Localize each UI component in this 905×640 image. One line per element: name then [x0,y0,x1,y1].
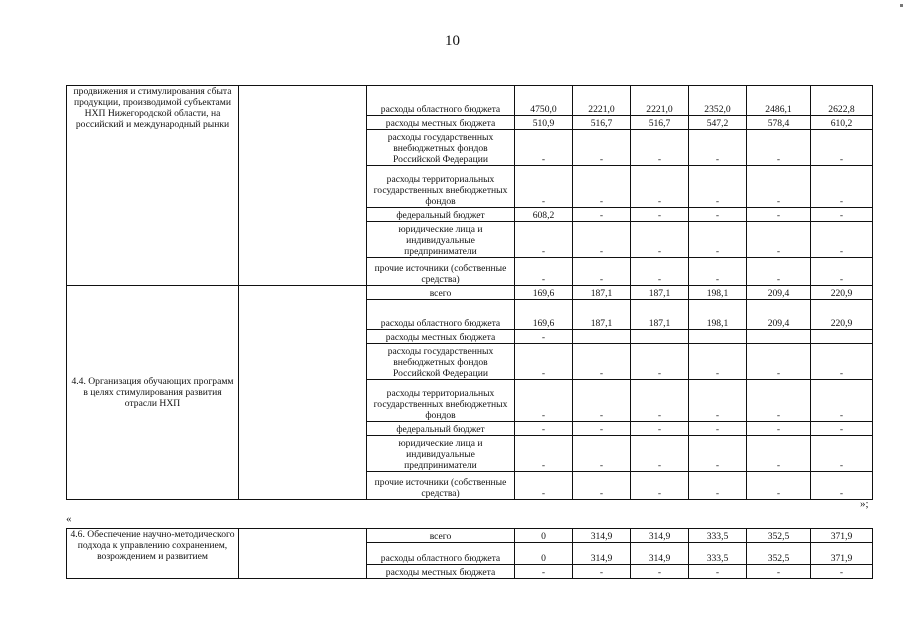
amount-cell: - [631,380,689,422]
amount-cell: 0 [515,529,573,543]
amount-cell: - [689,422,747,436]
amount-cell: - [573,258,631,286]
amount-cell: 333,5 [689,529,747,543]
funding-source-cell: федеральный бюджет [367,422,515,436]
amount-cell: - [631,208,689,222]
amount-cell: 0 [515,543,573,565]
amount-cell: - [573,565,631,579]
amount-cell: - [689,222,747,258]
amount-cell: - [689,436,747,472]
funding-source-cell: расходы местных бюджета [367,116,515,130]
amount-cell: - [515,222,573,258]
funding-source-cell: расходы государственных внебюджетных фондов Российской Федерации [367,130,515,166]
amount-cell: 371,9 [811,543,873,565]
amount-cell: - [515,472,573,500]
amount-cell: - [515,422,573,436]
amount-cell: - [631,222,689,258]
amount-cell: - [747,565,811,579]
amount-cell: - [515,166,573,208]
amount-cell: 333,5 [689,543,747,565]
amount-cell: - [573,344,631,380]
amount-cell: - [515,258,573,286]
amount-cell: 169,6 [515,286,573,300]
amount-cell: - [631,258,689,286]
amount-cell: 2622,8 [811,86,873,116]
amount-cell: - [573,472,631,500]
amount-cell: 314,9 [631,529,689,543]
funding-source-cell: расходы местных бюджета [367,565,515,579]
amount-cell: 198,1 [689,286,747,300]
amount-cell [747,330,811,344]
funding-source-cell: расходы территориальных государственных внебюджетных фондов [367,380,515,422]
funding-source-cell: расходы областного бюджета [367,543,515,565]
amount-cell: 547,2 [689,116,747,130]
amount-cell: 516,7 [631,116,689,130]
funding-source-cell: юридические лица и индивидуальные предприниматели [367,436,515,472]
funding-source-cell: федеральный бюджет [367,208,515,222]
amount-cell: 220,9 [811,286,873,300]
amount-cell: - [573,130,631,166]
amount-cell: - [689,344,747,380]
amount-cell: - [515,380,573,422]
amount-cell: 209,4 [747,300,811,330]
amount-cell: - [631,130,689,166]
executor-cell [239,286,367,500]
amount-cell: 314,9 [631,543,689,565]
amount-cell: 187,1 [573,286,631,300]
closing-quote-mark: »; [860,498,869,510]
table-row [67,529,873,543]
amount-cell: - [631,166,689,208]
amount-cell: 220,9 [811,300,873,330]
budget-table-amendment [66,528,873,579]
amount-cell: - [573,422,631,436]
amount-cell: 516,7 [573,116,631,130]
amount-cell: - [811,422,873,436]
executor-cell [239,529,367,579]
activity-cell: 4.4. Организация обучающих программ в целях стимулирования развития отрасли НХП [67,286,239,500]
amount-cell [631,330,689,344]
amount-cell: - [515,330,573,344]
funding-source-cell: расходы областного бюджета [367,86,515,116]
amount-cell: - [573,436,631,472]
amount-cell: - [811,166,873,208]
amount-cell [689,330,747,344]
amount-cell: 209,4 [747,286,811,300]
amount-cell: - [689,565,747,579]
amount-cell: - [811,208,873,222]
amount-cell: - [631,472,689,500]
amount-cell: - [631,436,689,472]
amount-cell: - [747,166,811,208]
amount-cell: - [811,472,873,500]
activity-cell: 4.6. Обеспечение научно-методического подхода к управлению сохранением, возрождением и развитием [67,529,239,579]
amount-cell: - [631,422,689,436]
funding-source-cell: всего [367,529,515,543]
amount-cell: - [689,258,747,286]
amount-cell: 169,6 [515,300,573,330]
amount-cell: 314,9 [573,529,631,543]
amount-cell: 608,2 [515,208,573,222]
amount-cell: - [811,130,873,166]
executor-cell [239,86,367,286]
amount-cell: - [515,436,573,472]
amount-cell: - [689,208,747,222]
funding-source-cell: расходы местных бюджета [367,330,515,344]
amount-cell: - [811,380,873,422]
funding-source-cell: расходы областного бюджета [367,300,515,330]
amount-cell: 510,9 [515,116,573,130]
amount-cell: - [747,422,811,436]
amount-cell: - [747,380,811,422]
amount-cell: - [515,344,573,380]
amount-cell [811,330,873,344]
table-row [67,86,873,116]
amount-cell: 314,9 [573,543,631,565]
amount-cell: - [631,565,689,579]
funding-source-cell: прочие источники (собственные средства) [367,258,515,286]
funding-source-cell: юридические лица и индивидуальные предприниматели [367,222,515,258]
amount-cell: - [631,344,689,380]
amount-cell: - [811,258,873,286]
amount-cell: - [573,222,631,258]
amount-cell: - [689,130,747,166]
amount-cell: - [747,344,811,380]
budget-table-continuation [66,85,873,500]
amount-cell [573,330,631,344]
amount-cell: 2486,1 [747,86,811,116]
amount-cell: - [811,436,873,472]
amount-cell: 352,5 [747,543,811,565]
amount-cell: 371,9 [811,529,873,543]
amount-cell: - [811,222,873,258]
amount-cell: 4750,0 [515,86,573,116]
opening-quote-mark: « [66,513,72,525]
amount-cell: - [689,380,747,422]
funding-source-cell: расходы территориальных государственных внебюджетных фондов [367,166,515,208]
amount-cell: - [747,472,811,500]
amount-cell: - [747,208,811,222]
amount-cell: 187,1 [631,300,689,330]
amount-cell: - [515,565,573,579]
margin-mark [900,4,903,7]
amount-cell: 578,4 [747,116,811,130]
amount-cell: 2221,0 [631,86,689,116]
amount-cell: - [573,166,631,208]
amount-cell: - [747,222,811,258]
amount-cell: - [689,166,747,208]
amount-cell: 198,1 [689,300,747,330]
amount-cell: - [747,258,811,286]
amount-cell: 187,1 [631,286,689,300]
amount-cell: - [747,436,811,472]
amount-cell: 610,2 [811,116,873,130]
amount-cell: 352,5 [747,529,811,543]
table-row [67,286,873,300]
activity-cell: продвижения и стимулирования сбыта продукции, производимой субъектами НХП Нижегородской области, на российский и международный рынки [67,86,239,286]
amount-cell: - [811,344,873,380]
amount-cell: 2221,0 [573,86,631,116]
amount-cell: - [689,472,747,500]
amount-cell: 2352,0 [689,86,747,116]
funding-source-cell: расходы государственных внебюджетных фондов Российской Федерации [367,344,515,380]
amount-cell: - [573,208,631,222]
page-number: 10 [445,33,460,49]
amount-cell: - [747,130,811,166]
amount-cell: - [515,130,573,166]
amount-cell: - [573,380,631,422]
funding-source-cell: всего [367,286,515,300]
amount-cell: - [811,565,873,579]
funding-source-cell: прочие источники (собственные средства) [367,472,515,500]
amount-cell: 187,1 [573,300,631,330]
